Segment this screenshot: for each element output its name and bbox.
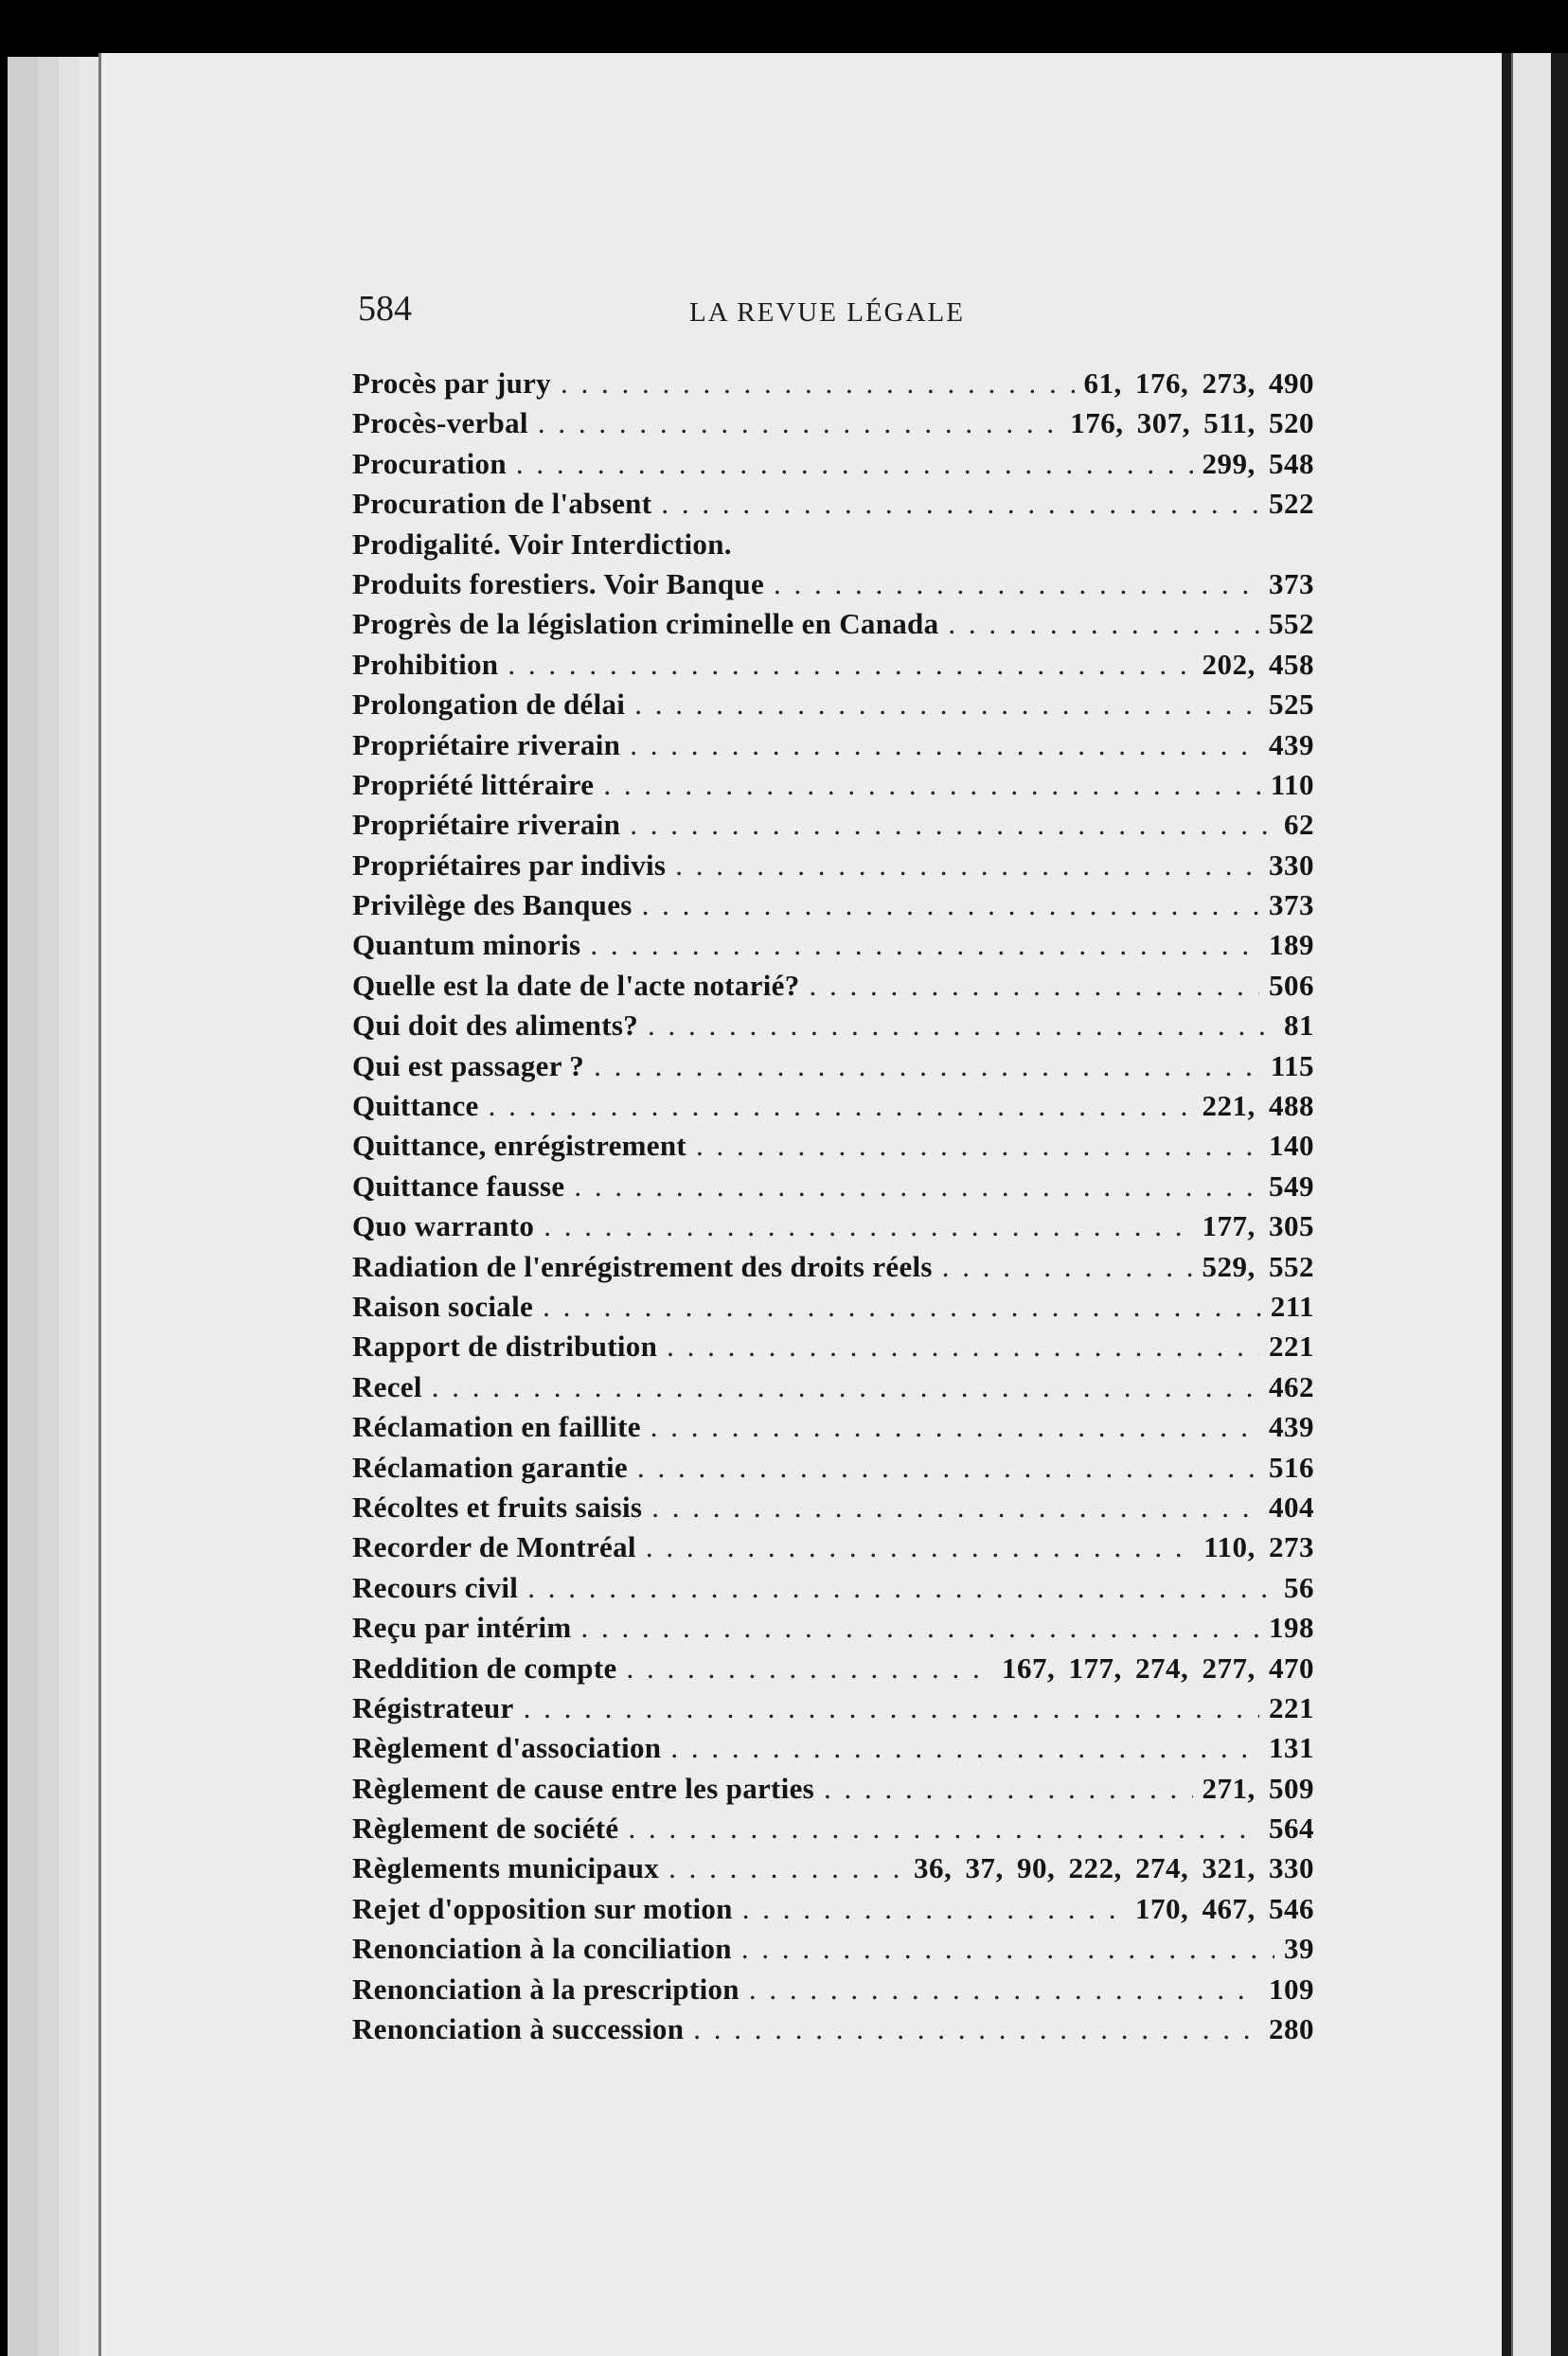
index-entry: [352, 1688, 1314, 1728]
index-entry: [352, 1488, 1314, 1527]
index-term: Radiation de l'enrégistrement des droits réels: [352, 1249, 933, 1283]
index-term: Réclamation garantie: [352, 1450, 628, 1484]
dot-leader: [543, 1287, 1261, 1327]
dot-leader: [637, 1448, 1259, 1488]
dot-leader: [581, 1608, 1259, 1648]
page-references: 462: [1269, 1369, 1314, 1403]
page-references: 439: [1269, 727, 1314, 761]
index-term: Produits forestiers. Voir Banque: [352, 566, 765, 600]
dot-leader: [749, 1970, 1259, 2009]
dot-leader: [630, 725, 1259, 765]
dot-leader: [646, 1527, 1194, 1567]
index-entry: [352, 1086, 1314, 1126]
index-term: Règlement de société: [352, 1812, 619, 1846]
dot-leader: [603, 765, 1260, 805]
index-entry: [352, 1728, 1314, 1768]
index-entry: [352, 1848, 1314, 1888]
page-references: 81: [1284, 1008, 1314, 1043]
index-entry: [352, 525, 1314, 564]
index-term: Procès par jury: [352, 366, 551, 400]
page-references: 516: [1269, 1450, 1314, 1484]
index-entry: [352, 403, 1314, 443]
page-references: 221: [1269, 1330, 1314, 1364]
index-term: Quittance fausse: [352, 1169, 565, 1203]
page-references: 56: [1284, 1570, 1314, 1604]
dot-leader: [489, 1086, 1193, 1126]
index-entry: [352, 1367, 1314, 1407]
index-entry: [352, 765, 1314, 805]
index-term: Raison sociale: [352, 1289, 534, 1323]
index-entry: [352, 1006, 1314, 1045]
facing-page-sliver: [1511, 53, 1551, 2356]
dot-leader: [574, 1167, 1259, 1206]
dot-leader: [651, 1488, 1259, 1527]
page-references: 131: [1269, 1731, 1314, 1765]
index-entry: [352, 444, 1314, 484]
index-entry: [352, 1889, 1314, 1929]
index-term: Quelle est la date de l'acte notarié?: [352, 968, 800, 1002]
page-references: 330: [1269, 848, 1314, 882]
index-entry: [352, 1809, 1314, 1848]
page-references: 299, 548: [1202, 446, 1314, 480]
index-term: Quo warranto: [352, 1209, 535, 1243]
dot-leader: [774, 564, 1259, 604]
page-references: 110: [1270, 767, 1314, 801]
page-references: 529, 552: [1202, 1249, 1314, 1283]
index-entry: [352, 364, 1314, 403]
page-references: 280: [1269, 2012, 1314, 2046]
page-references: 189: [1269, 928, 1314, 962]
dot-leader: [516, 444, 1193, 484]
index-entry: [352, 1649, 1314, 1688]
index-term: Progrès de la législation criminelle en Canada: [352, 607, 939, 641]
dot-leader: [648, 1006, 1274, 1045]
index-term: Propriétaire riverain: [352, 808, 621, 842]
index-term: Prolongation de délai: [352, 687, 626, 722]
index-term: Rapport de distribution: [352, 1330, 658, 1364]
index-term: Rejet d'opposition sur motion: [352, 1891, 733, 1925]
index-list: [352, 364, 1314, 2049]
index-entry: [352, 1527, 1314, 1567]
index-term: Prohibition: [352, 647, 499, 681]
index-entry: [352, 1769, 1314, 1809]
index-term: Règlement d'association: [352, 1731, 662, 1765]
index-entry: [352, 1448, 1314, 1488]
page-references: 62: [1284, 808, 1314, 842]
index-term: Récoltes et fruits saisis: [352, 1490, 643, 1524]
dot-leader: [642, 885, 1259, 925]
page-references: 221: [1269, 1690, 1314, 1724]
page-references: 404: [1269, 1490, 1314, 1524]
dot-leader: [675, 846, 1259, 885]
index-term: Propriétaires par indivis: [352, 848, 667, 882]
dot-leader: [693, 2009, 1259, 2049]
dot-leader: [670, 1728, 1259, 1768]
index-term: Règlements municipaux: [352, 1851, 660, 1885]
page-references: 439: [1269, 1410, 1314, 1444]
index-entry: [352, 1608, 1314, 1648]
index-term: Recours civil: [352, 1570, 519, 1604]
page-references: 110, 273: [1203, 1530, 1314, 1564]
index-entry: [352, 1046, 1314, 1086]
dot-leader: [543, 1206, 1192, 1246]
index-entry: [352, 645, 1314, 685]
facing-page-edge: [1502, 53, 1568, 2356]
dot-leader: [661, 484, 1259, 524]
dot-leader: [741, 1929, 1274, 1969]
dot-leader: [810, 966, 1259, 1006]
index-entry: [352, 725, 1314, 765]
dot-leader: [508, 645, 1192, 685]
index-term: Régistrateur: [352, 1690, 514, 1724]
dot-leader: [524, 1688, 1259, 1728]
index-term: Réclamation en faillite: [352, 1410, 641, 1444]
dot-leader: [668, 1848, 904, 1888]
page-references: 140: [1269, 1129, 1314, 1163]
index-term: Reddition de compte: [352, 1651, 617, 1685]
dot-leader: [634, 685, 1259, 724]
index-entry: [352, 1970, 1314, 2009]
dot-leader: [824, 1769, 1192, 1809]
index-entry: [352, 925, 1314, 965]
dot-leader: [742, 1889, 1126, 1929]
page-references: 373: [1269, 888, 1314, 922]
index-entry: [352, 1407, 1314, 1447]
page-references: 506: [1269, 968, 1314, 1002]
page-references: 552: [1269, 607, 1314, 641]
index-entry: [352, 1568, 1314, 1608]
index-entry: [352, 2009, 1314, 2049]
index-term: Renonciation à succession: [352, 2012, 685, 2046]
index-term: Procuration de l'absent: [352, 487, 652, 521]
page-references: 211: [1270, 1289, 1314, 1323]
page-references: 198: [1269, 1611, 1314, 1645]
index-term: Reçu par intérim: [352, 1611, 572, 1645]
page-number: 584: [358, 289, 412, 329]
page-references: 176, 307, 511, 520: [1070, 406, 1314, 440]
page-references: 373: [1269, 566, 1314, 600]
index-entry: [352, 685, 1314, 724]
dot-leader: [527, 1568, 1274, 1608]
page-references: 170, 467, 546: [1135, 1891, 1314, 1925]
index-term: Procuration: [352, 446, 507, 480]
page-references: 39: [1284, 1932, 1314, 1966]
page-references: 109: [1269, 1972, 1314, 2006]
page-header: [358, 284, 1314, 341]
index-term: Règlement de cause entre les parties: [352, 1771, 815, 1805]
dot-leader: [590, 925, 1259, 965]
index-entry: [352, 805, 1314, 845]
index-term: Renonciation à la prescription: [352, 1972, 739, 2006]
page-references: 115: [1270, 1048, 1314, 1082]
index-entry: [352, 966, 1314, 1006]
index-entry: [352, 604, 1314, 644]
page-references: 167, 177, 274, 277, 470: [1002, 1651, 1314, 1685]
index-term: Quantum minoris: [352, 928, 581, 962]
index-term: Qui est passager ?: [352, 1048, 585, 1082]
dot-leader: [594, 1046, 1261, 1086]
index-term: Prodigalité. Voir Interdiction.: [352, 527, 732, 561]
page-references: 522: [1269, 487, 1314, 521]
running-title: LA REVUE LÉGALE: [689, 297, 965, 328]
index-entry: [352, 1287, 1314, 1327]
dot-leader: [650, 1407, 1259, 1447]
index-entry: [352, 1247, 1314, 1287]
index-entry: [352, 564, 1314, 604]
index-term: Propriété littéraire: [352, 767, 595, 801]
index-entry: [352, 885, 1314, 925]
dot-leader: [696, 1126, 1259, 1166]
page-references: 177, 305: [1202, 1209, 1314, 1243]
page-references: 61, 176, 273, 490: [1083, 366, 1314, 400]
dot-leader: [630, 805, 1274, 845]
page-references: 271, 509: [1202, 1771, 1314, 1805]
dot-leader: [561, 364, 1075, 403]
index-term: Propriétaire riverain: [352, 727, 621, 761]
page-references: 525: [1269, 687, 1314, 722]
dot-leader: [942, 1247, 1193, 1287]
dot-leader: [628, 1809, 1259, 1848]
index-entry: [352, 1327, 1314, 1366]
index-entry: [352, 1206, 1314, 1246]
index-term: Quittance: [352, 1089, 479, 1123]
dot-leader: [948, 604, 1259, 644]
dot-leader: [538, 403, 1060, 443]
page-references: 564: [1269, 1812, 1314, 1846]
index-term: Procès-verbal: [352, 406, 528, 440]
index-term: Privilège des Banques: [352, 888, 633, 922]
dot-leader: [667, 1327, 1259, 1366]
index-term: Quittance, enrégistrement: [352, 1129, 686, 1163]
index-term: Renonciation à la conciliation: [352, 1932, 732, 1966]
dot-leader: [627, 1649, 992, 1688]
index-term: Recel: [352, 1369, 422, 1403]
page-references: 549: [1269, 1169, 1314, 1203]
page-references: 221, 488: [1202, 1089, 1314, 1123]
index-entry: [352, 1167, 1314, 1206]
index-entry: [352, 484, 1314, 524]
index-entry: [352, 846, 1314, 885]
page-references: 36, 37, 90, 222, 274, 321, 330: [914, 1851, 1314, 1885]
index-term: Qui doit des aliments?: [352, 1008, 638, 1043]
index-entry: [352, 1929, 1314, 1969]
index-term: Recorder de Montréal: [352, 1530, 636, 1564]
page-references: 202, 458: [1202, 647, 1314, 681]
dot-leader: [432, 1367, 1259, 1407]
index-entry: [352, 1126, 1314, 1166]
